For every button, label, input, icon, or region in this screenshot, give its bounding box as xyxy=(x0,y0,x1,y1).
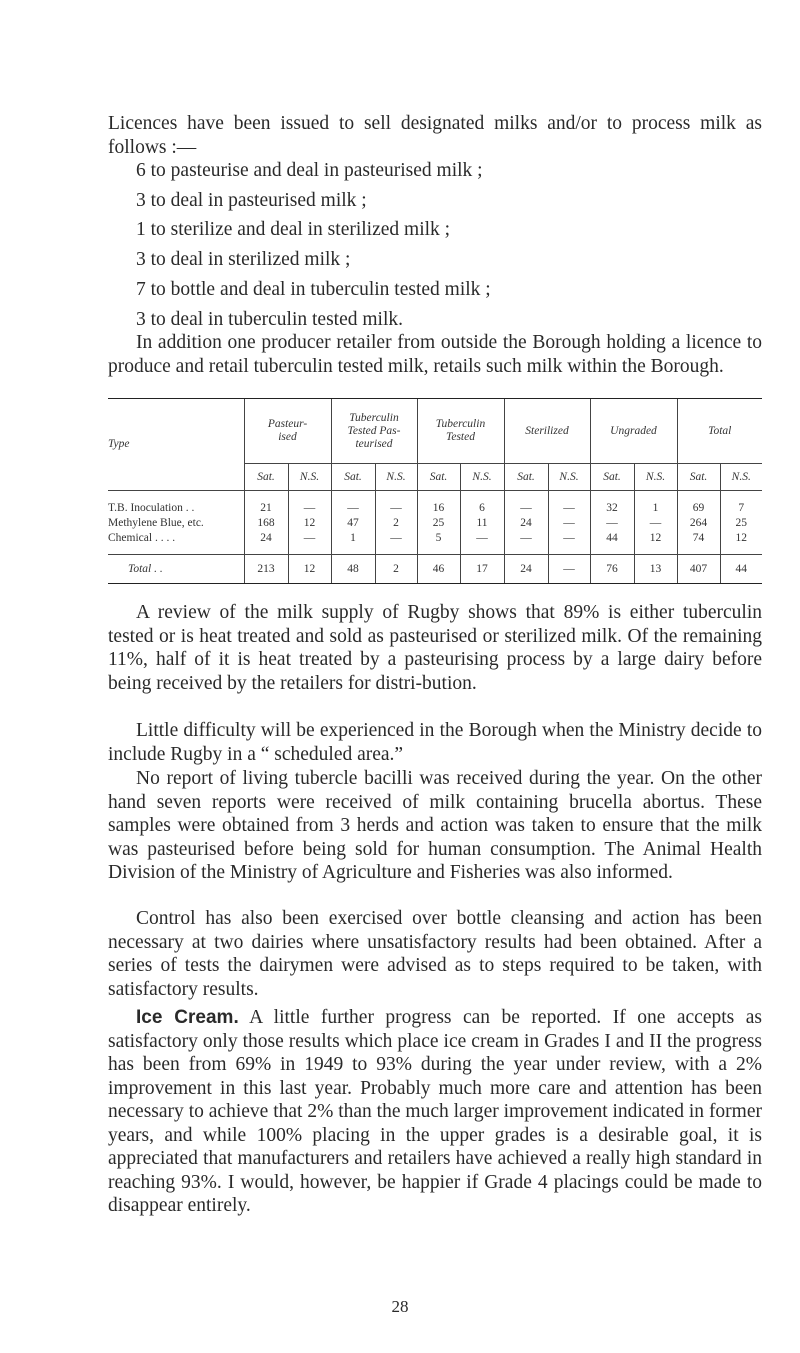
table-cell: 24 xyxy=(244,531,288,555)
table-cell: 168 xyxy=(244,516,288,531)
table-row xyxy=(108,491,762,517)
addition-paragraph: In addition one producer retailer from outside the Borough holding a licence to produce and retail tuberculin tested milk, retails such milk within the Borough. xyxy=(108,332,762,377)
table-cell: 47 xyxy=(331,516,375,531)
table-cell: 1 xyxy=(331,531,375,555)
ns-header: N.S. xyxy=(720,464,762,491)
table-cell: 1 xyxy=(634,491,677,517)
table-cell: 12 xyxy=(720,531,762,555)
table-cell: 24 xyxy=(504,516,548,531)
list-item: 1 to sterilize and deal in sterilized milk ; xyxy=(136,219,451,241)
ice-cream-text: A little further progress can be reported. If one accepts as satisfactory only those results which place ice cream in Grades I and II the progress has been from 69% in 1949 to 93% during the year under review, with a 2% improvement in this last year. Probably much more care and attention has been necessary to achieve that 2% than the much larger improvement indicated in former years, and while 100% placing in the upper grades is a desirable goal, it is appreciated that manufacturers and retailers have achieved a really high standard in reaching 93%. I would, however, be happier if Grade 4 placings could be made to disappear entirely. xyxy=(108,1007,762,1216)
table-row xyxy=(108,516,762,531)
bottle-cleansing-paragraph: Control has also been exercised over bottle cleansing and action has been necessary at two dairies where unsatisfactory results had been obtained. After a series of tests the dairymen were advised as to steps required to be taken, with satisfactory results. xyxy=(108,908,762,1000)
sat-header: Sat. xyxy=(331,464,375,491)
table-cell: 2 xyxy=(375,516,417,531)
row-label: Chemical . . . . xyxy=(108,532,176,544)
ns-header: N.S. xyxy=(460,464,504,491)
table-cell: 5 xyxy=(417,531,460,555)
table-cell: 74 xyxy=(677,531,720,555)
group-header-sterilized: Sterilized xyxy=(504,399,590,464)
table-cell: — xyxy=(504,491,548,517)
table-cell: 24 xyxy=(504,555,548,584)
table-cell: 407 xyxy=(677,555,720,584)
row-label: T.B. Inoculation . . xyxy=(108,491,244,517)
table-cell: 44 xyxy=(720,555,762,584)
group-header-ungraded: Ungraded xyxy=(590,399,677,464)
table-cell: 76 xyxy=(590,555,634,584)
ns-header: N.S. xyxy=(288,464,331,491)
table-row xyxy=(108,531,762,555)
table-cell: 12 xyxy=(288,516,331,531)
difficulty-paragraph: Little difficulty will be experienced in the Borough when the Ministry decide to include Rugby in a “ scheduled area.” xyxy=(108,720,762,765)
list-item: 7 to bottle and deal in tuberculin tested milk ; xyxy=(136,278,491,300)
row-label: Total . . xyxy=(108,555,244,584)
brucella-paragraph: No report of living tubercle bacilli was received during the year. On the other hand seven reports were received of milk containing brucella abortus. These samples were obtained from 3 herds and action was taken to ensure that the milk was pasteurised before being sold for human consumption. The Animal Health Division of the Ministry of Agriculture and Fisheries was also informed. xyxy=(108,768,762,883)
ns-header: N.S. xyxy=(375,464,417,491)
table-cell: — xyxy=(504,531,548,555)
table-cell: — xyxy=(331,491,375,517)
group-header-tt-pasteurised: Tuberculin Tested Pas- teurised xyxy=(331,399,417,464)
table-cell: — xyxy=(590,516,634,531)
table-cell: 17 xyxy=(460,555,504,584)
sat-header: Sat. xyxy=(504,464,548,491)
table-cell: — xyxy=(548,516,590,531)
table-cell: — xyxy=(375,491,417,517)
sat-header: Sat. xyxy=(590,464,634,491)
table-cell: 16 xyxy=(417,491,460,517)
table-cell: 25 xyxy=(417,516,460,531)
table-cell: — xyxy=(288,491,331,517)
ice-cream-paragraph xyxy=(108,1006,762,1218)
sat-header: Sat. xyxy=(417,464,460,491)
sat-header: Sat. xyxy=(244,464,288,491)
table-cell: 12 xyxy=(634,531,677,555)
table-cell: 6 xyxy=(460,491,504,517)
group-header-pasteurised: Pasteur- ised xyxy=(244,399,331,464)
table-cell: 213 xyxy=(244,555,288,584)
list-item: 6 to pasteurise and deal in pasteurised milk ; xyxy=(136,160,483,181)
ice-cream-heading: Ice Cream. xyxy=(136,1007,239,1028)
row-label: Methylene Blue, etc. xyxy=(108,517,204,529)
table-cell: 21 xyxy=(244,491,288,517)
table-cell: — xyxy=(548,491,590,517)
list-item: 3 to deal in pasteurised milk ; xyxy=(136,189,367,211)
type-header: Type xyxy=(108,399,244,491)
milk-sampling-table xyxy=(108,398,762,584)
table-cell: 11 xyxy=(460,516,504,531)
table-cell: — xyxy=(548,555,590,584)
page-number: 28 xyxy=(391,1297,409,1316)
table-cell: 7 xyxy=(720,491,762,517)
total-row xyxy=(108,555,762,584)
table-cell: 12 xyxy=(288,555,331,584)
table-cell: 44 xyxy=(590,531,634,555)
table-cell: 264 xyxy=(677,516,720,531)
table-cell: 25 xyxy=(720,516,762,531)
list-item: 3 to deal in tuberculin tested milk. xyxy=(136,308,403,330)
table-cell: 69 xyxy=(677,491,720,517)
table-cell: 2 xyxy=(375,555,417,584)
table-cell: 48 xyxy=(331,555,375,584)
table-cell: — xyxy=(460,531,504,555)
table-cell: 32 xyxy=(590,491,634,517)
group-header-tuberculin-tested: Tuberculin Tested xyxy=(417,399,504,464)
table-cell: 46 xyxy=(417,555,460,584)
list-item: 3 to deal in sterilized milk ; xyxy=(136,249,351,271)
intro-paragraph: Licences have been issued to sell designated milks and/or to process milk as follows :— xyxy=(108,113,762,158)
table-cell: — xyxy=(288,531,331,555)
review-paragraph: A review of the milk supply of Rugby shows that 89% is either tuberculin tested or is heat treated and sold as pasteurised or sterilized milk. Of the remaining 11%, half of it is heat treated by a pasteurising process by a large dairy before being received by the retailers for distri-bution. xyxy=(108,602,762,694)
licence-list xyxy=(136,156,491,334)
sat-header: Sat. xyxy=(677,464,720,491)
group-header-total: Total xyxy=(677,399,762,464)
table-cell: 13 xyxy=(634,555,677,584)
table-cell: — xyxy=(634,516,677,531)
ns-header: N.S. xyxy=(548,464,590,491)
table-cell: — xyxy=(375,531,417,555)
ns-header: N.S. xyxy=(634,464,677,491)
table-cell: — xyxy=(548,531,590,555)
